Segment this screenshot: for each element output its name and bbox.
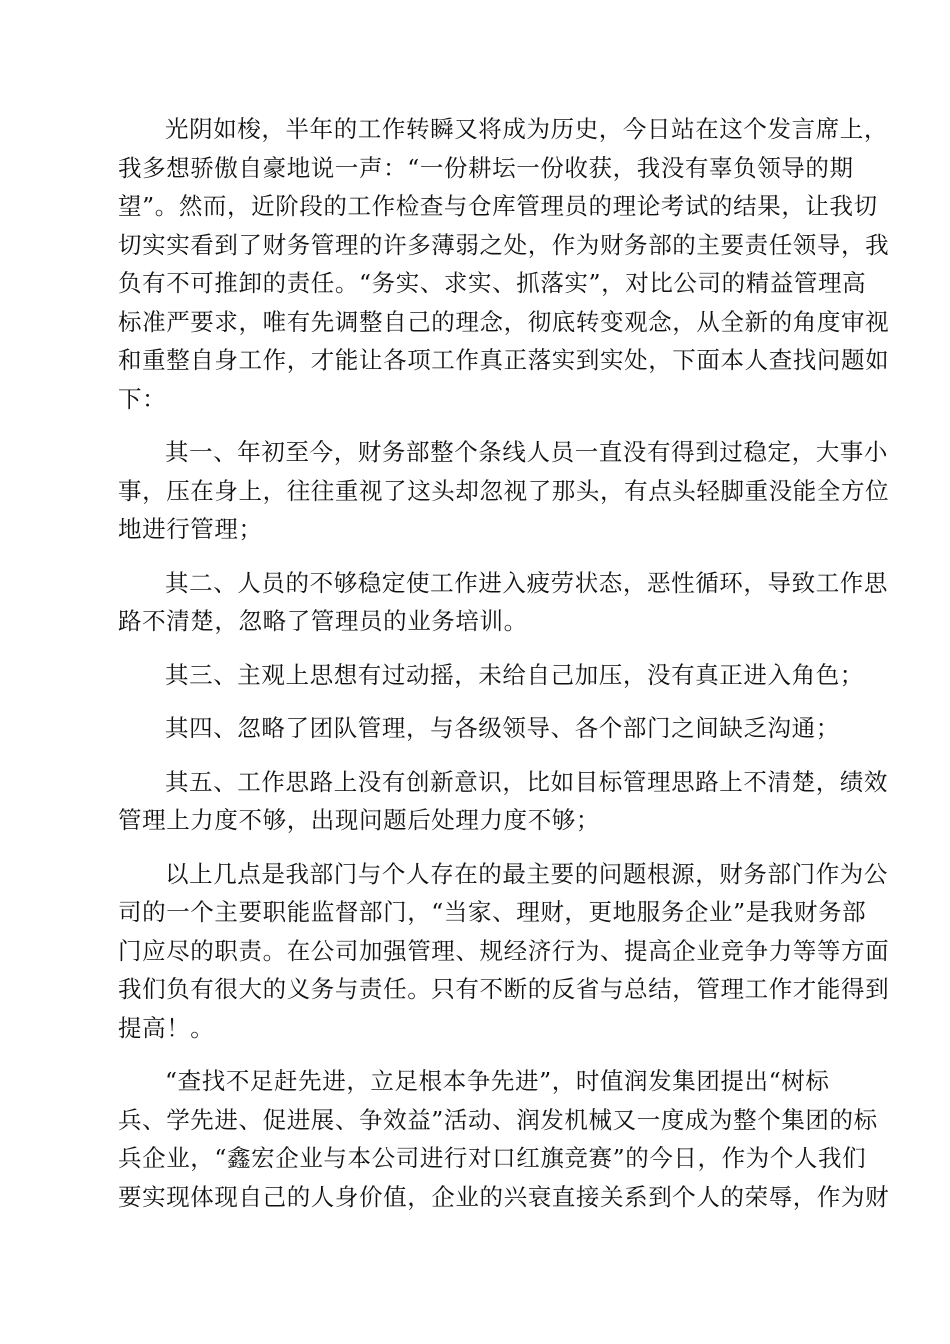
text-line: 负有不可推卸的责任。“务实、求实、抓落实”，对比公司的精益管理高 <box>118 269 867 297</box>
paragraph <box>118 763 888 840</box>
paragraph <box>118 1062 890 1216</box>
text-line: 下： <box>118 384 167 413</box>
text-line: 事，压在身上，往往重视了这头却忽视了那头，有点头轻脚重没能全方位 <box>118 476 890 505</box>
text-line: 我们负有很大的义务与责任。只有不断的反省与总结，管理工作才能得到 <box>118 975 890 1003</box>
text-line: 要实现体现自己的人身价值，企业的兴衰直接关系到个人的荣辱，作为财 <box>118 1182 890 1211</box>
paragraph <box>118 433 890 549</box>
paragraph <box>118 855 890 1048</box>
paragraph <box>118 656 864 695</box>
text-line: 管理上力度不够，出现问题后处理力度不够； <box>118 806 600 834</box>
text-line: 路不清楚，忽略了管理员的业务培训。 <box>118 607 528 635</box>
text-line: 其三、主观上思想有过动摇，未给自己加压，没有真正进入角色； <box>165 660 864 689</box>
text-line: 地进行管理； <box>118 515 263 543</box>
paragraph <box>118 110 890 418</box>
text-line: 提高！。 <box>118 1013 215 1042</box>
paragraph <box>118 709 840 748</box>
text-line: 其一、年初至今，财务部整个条线人员一直没有得到过稳定，大事小 <box>165 438 888 466</box>
text-line: 兵、学先进、促进展、争效益”活动、润发机械又一度成为整个集团的标 <box>118 1105 878 1134</box>
paragraph <box>118 564 888 641</box>
text-line: 兵企业，“鑫宏企业与本公司进行对口红旗竞赛”的今日，作为个人我们 <box>118 1144 867 1172</box>
text-line: 门应尽的职责。在公司加强管理、规经济行为、提高企业竞争力等等方面 <box>118 936 890 965</box>
text-line: 光阴如梭，半年的工作转瞬又将成为历史，今日站在这个发言席上， <box>165 115 888 143</box>
text-line: 其四、忽略了团队管理，与各级领导、各个部门之间缺乏沟通； <box>165 714 840 742</box>
text-line: 以上几点是我部门与个人存在的最主要的问题根源，财务部门作为公 <box>165 859 888 888</box>
text-line: 和重整自身工作，才能让各项工作真正落实到实处，下面本人查找问题如 <box>118 346 890 374</box>
text-line: 其五、工作思路上没有创新意识，比如目标管理思路上不清楚，绩效 <box>165 767 888 796</box>
text-line: 我多想骄傲自豪地说一声：“一份耕坛一份收获，我没有辜负领导的期 <box>118 153 854 182</box>
text-line: 其二、人员的不够稳定使工作进入疲劳状态，恶性循环，导致工作思 <box>165 568 888 597</box>
text-line: 标准严要求，唯有先调整自己的理念，彻底转变观念，从全新的角度审视 <box>118 307 890 336</box>
text-line: 司的一个主要职能监督部门，“当家、理财，更地服务企业”是我财务部 <box>118 898 867 926</box>
document-body <box>118 110 890 1231</box>
text-line: 望”。然而，近阶段的工作检查与仓库管理员的理论考试的结果，让我切 <box>118 192 878 220</box>
text-line: “查找不足赶先进，立足根本争先进”，时值润发集团提出“树标 <box>165 1067 830 1095</box>
text-line: 切实实看到了财务管理的许多薄弱之处，作为财务部的主要责任领导，我 <box>118 230 890 259</box>
